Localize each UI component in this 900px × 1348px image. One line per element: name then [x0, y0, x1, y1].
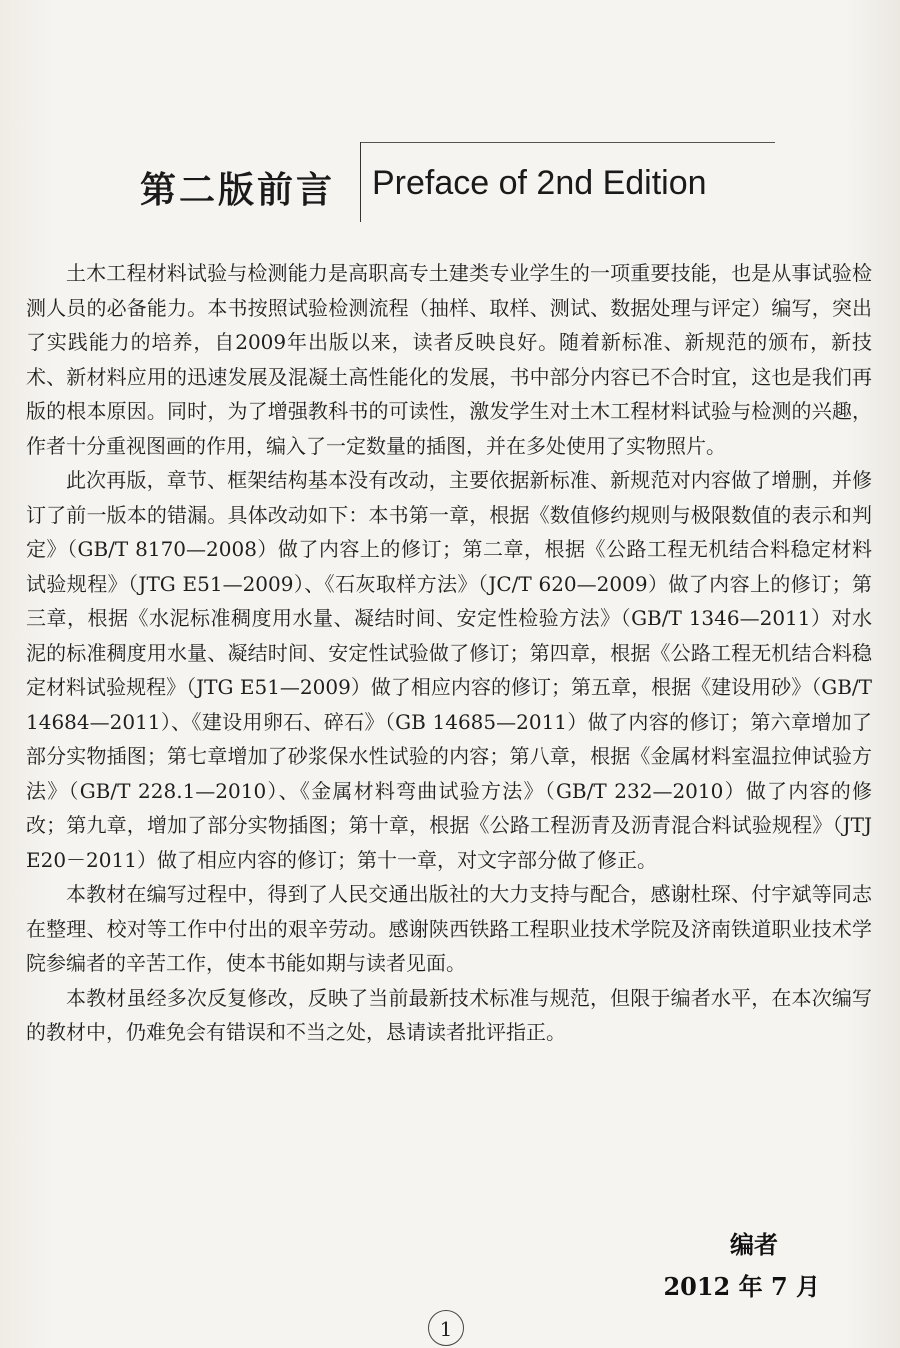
- preface-body: [26, 256, 872, 1050]
- preface-header: [140, 138, 780, 224]
- page-number: 1: [428, 1310, 464, 1346]
- paragraph-1: 土木工程材料试验与检测能力是高职高专土建类专业学生的一项重要技能，也是从事试验检测人员的必备能力。本书按照试验检测流程（抽样、取样、测试、数据处理与评定）编写，突出了实践能力的培养，自2009年出版以来，读者反映良好。随着新标准、新规范的颁布，新技术、新材料应用的迅速发展及混凝土高性能化的发展，书中部分内容已不合时宜，这也是我们再版的根本原因。同时，为了增强教科书的可读性，激发学生对土木工程材料试验与检测的兴趣，作者十分重视图画的作用，编入了一定数量的插图，并在多处使用了实物照片。: [26, 261, 872, 458]
- title-top-rule: [360, 142, 775, 143]
- signature-author: 编者: [730, 1230, 778, 1259]
- signature-date: 2012 年 7 月: [663, 1272, 820, 1301]
- signature-block: [663, 1224, 820, 1308]
- paragraph-3: 本教材在编写过程中，得到了人民交通出版社的大力支持与配合，感谢杜琛、付宇斌等同志在整理、校对等工作中付出的艰辛劳动。感谢陕西铁路工程职业技术学院及济南铁道职业技术学院参编者的辛苦工作，使本书能如期与读者见面。: [26, 882, 872, 975]
- title-chinese: 第二版前言: [140, 170, 336, 211]
- title-divider: [360, 142, 361, 222]
- title-english: Preface of 2nd Edition: [372, 164, 707, 202]
- paragraph-4: 本教材虽经多次反复修改，反映了当前最新技术标准与规范，但限于编者水平，在本次编写的教材中，仍难免会有错误和不当之处，恳请读者批评指正。: [26, 985, 872, 1044]
- paragraph-2: 此次再版，章节、框架结构基本没有改动，主要依据新标准、新规范对内容做了增删，并修订了前一版本的错漏。具体改动如下：本书第一章，根据《数值修约规则与极限数值的表示和判定》（GB/T 8170—2008）做了内容上的修订；第二章，根据《公路工程无机结合料稳定材料试验规程》（JTG E51—2009）、《石灰取样方法》（JC/T 620—2009）做了内容上的修订；第三章，根据《水泥标准稠度用水量、凝结时间、安定性检验方法》（GB/T 1346—2011）对水泥的标准稠度用水量、凝结时间、安定性试验做了修订；第四章，根据《公路工程无机结合料稳定材料试验规程》（JTG E51—2009）做了相应内容的修订；第五章，根据《建设用砂》（GB/T 14684—2011）、《建设用卵石、碎石》（GB 14685—2011）做了内容的修订；第六章增加了部分实物插图；第七章增加了砂浆保水性试验的内容；第八章，根据《金属材料室温拉伸试验方法》（GB/T 228.1—2010）、《金属材料弯曲试验方法》（GB/T 232—2010）做了内容的修改；第九章，增加了部分实物插图；第十章，根据《公路工程沥青及沥青混合料试验规程》（JTJ E20－2011）做了相应内容的修订；第十一章，对文字部分做了修正。: [26, 468, 872, 872]
